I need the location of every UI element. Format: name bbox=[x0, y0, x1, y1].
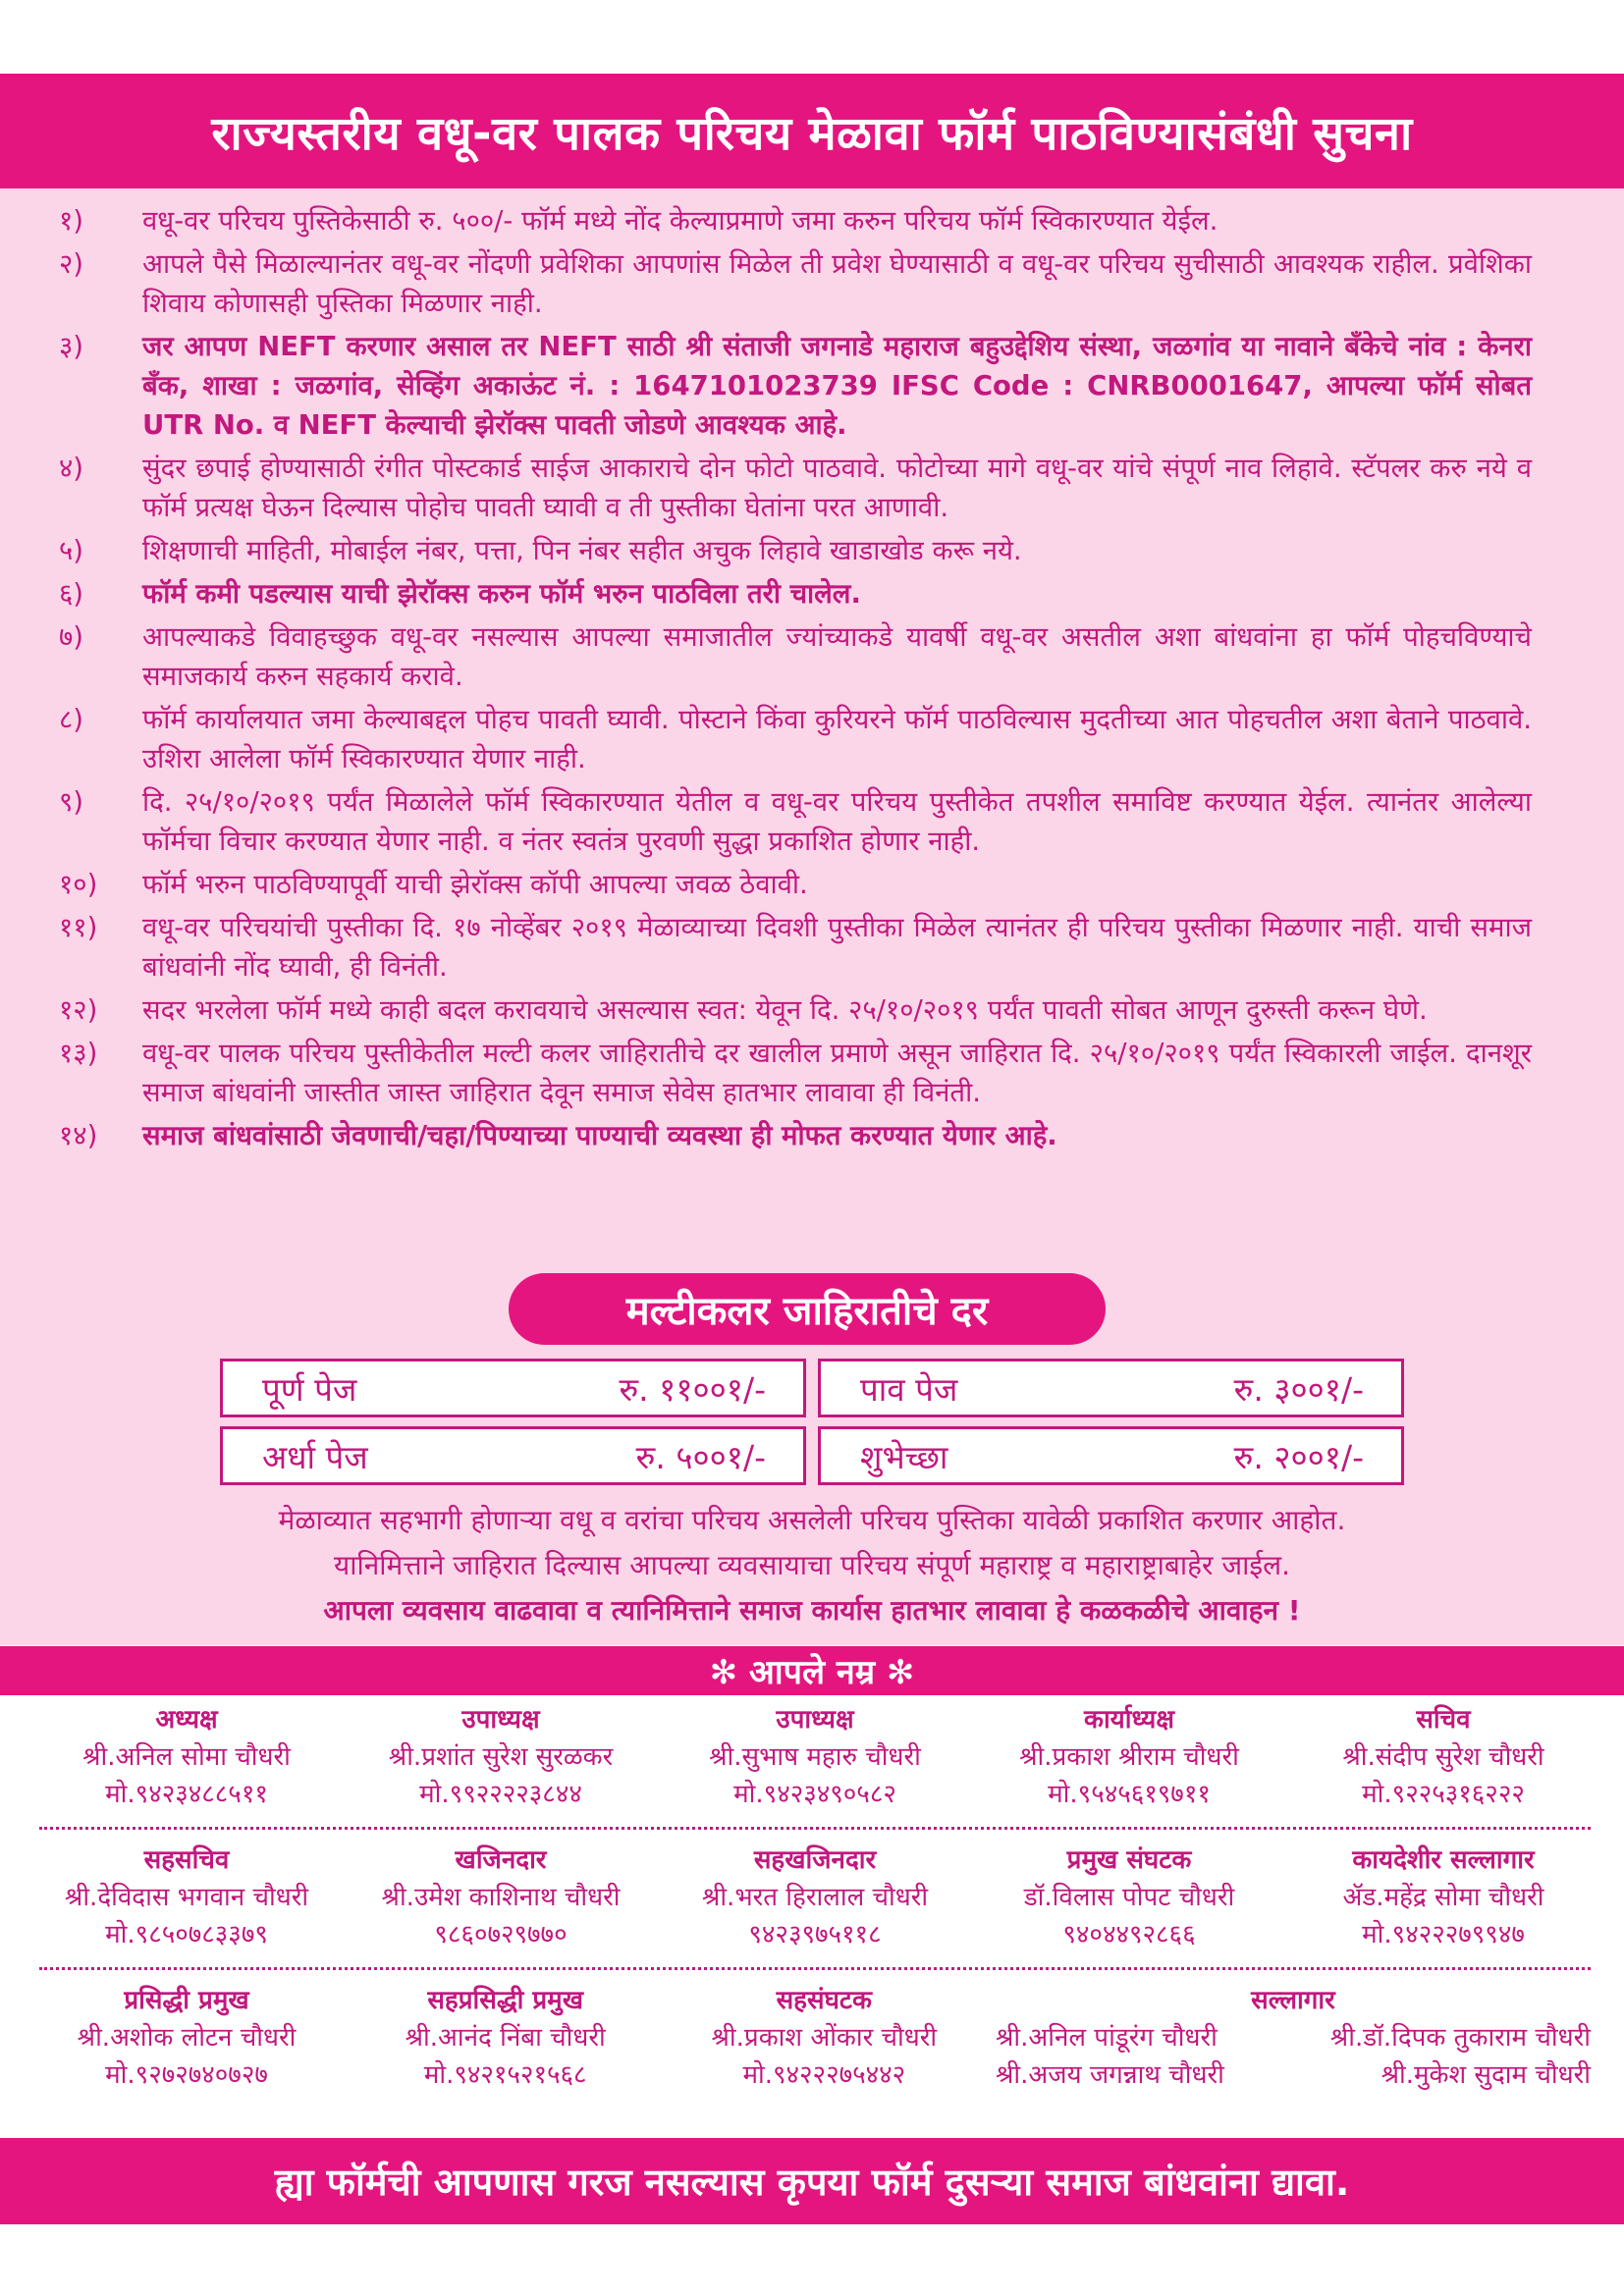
member-phone: मो.९२७२७४०७२७ bbox=[105, 2060, 268, 2090]
member-card bbox=[982, 1701, 1276, 1813]
advisors-role: सल्लागार bbox=[1251, 1986, 1335, 2015]
rule-item-7 bbox=[59, 617, 1532, 696]
member-role: खजिनदार bbox=[455, 1845, 547, 1875]
rule-number: ७) bbox=[59, 621, 84, 653]
member-role: उपाध्यक्ष bbox=[776, 1705, 854, 1735]
advisor-name: श्री.अनिल पांडूरंग चौधरी bbox=[995, 2023, 1218, 2053]
rules-list bbox=[59, 201, 1532, 1159]
member-role: प्रसिद्धी प्रमुख bbox=[124, 1986, 249, 2015]
member-name: श्री.भरत हिरालाल चौधरी bbox=[701, 1883, 929, 1912]
rate-label: अर्धा पेज bbox=[262, 1437, 368, 1476]
member-card bbox=[668, 1701, 962, 1813]
rule-number: ५) bbox=[59, 535, 84, 566]
rule-text: फॉर्म कार्यालयात जमा केल्याबद्दल पोहच पावती घ्यावी. पोस्टाने किंवा कुरियरने फॉर्म पाठविल्यास मुदतीच्या आत पोहचतील अशा बेताने पाठवावे. उशिरा आलेला फॉर्म स्विकारण्यात येणार नाही. bbox=[142, 704, 1532, 774]
member-role: उपाध्यक्ष bbox=[461, 1705, 540, 1735]
member-card bbox=[39, 1701, 334, 1813]
member-phone: ९४२३९७५११८ bbox=[748, 1920, 882, 1949]
dotted-divider bbox=[39, 1967, 1591, 1970]
member-role: प्रमुख संघटक bbox=[1066, 1845, 1192, 1875]
member-phone: मो.९५४५६१९७११ bbox=[1048, 1780, 1211, 1809]
rate-price: रु. २००१/- bbox=[1233, 1437, 1364, 1476]
member-name: श्री.प्रकाश श्रीराम चौधरी bbox=[1019, 1742, 1239, 1772]
member-phone: मो.९२२५३१६२२२ bbox=[1362, 1780, 1525, 1809]
rate-price: रु. ११००१/- bbox=[619, 1369, 766, 1409]
rule-number: ६) bbox=[59, 578, 84, 610]
rule-item-3 bbox=[59, 327, 1532, 445]
member-card bbox=[353, 1842, 648, 1953]
member-phone: मो.९४२३४८८५११ bbox=[105, 1780, 268, 1809]
rule-number: ९) bbox=[59, 786, 84, 818]
rule-number: ८) bbox=[59, 704, 84, 735]
advisors-card bbox=[996, 1982, 1591, 2094]
intro-line-3: आपला व्यवसाय वाढवावा व त्यानिमित्ताने समाज कार्यास हातभार लावावा हे कळकळीचे आवाहन ! bbox=[323, 1594, 1301, 1627]
advisors-pair-2 bbox=[996, 2056, 1591, 2094]
rule-item-14 bbox=[59, 1116, 1532, 1155]
advisor-name: श्री.डॉ.दिपक तुकाराम चौधरी bbox=[1329, 2023, 1591, 2053]
rule-item-4 bbox=[59, 449, 1532, 527]
member-phone: ९४०४४९२८६६ bbox=[1062, 1920, 1196, 1949]
rule-text: आपल्याकडे विवाहच्छुक वधू-वर नसल्यास आपल्या समाजातील ज्यांच्याकडे यावर्षी वधू-वर असतील अशा बांधवांना हा फॉर्म पोहचविण्याचे समाजकार्य करुन सहकार्य करावे. bbox=[142, 621, 1532, 692]
member-role: अध्यक्ष bbox=[155, 1705, 218, 1735]
rate-label: पाव पेज bbox=[860, 1369, 958, 1409]
member-card bbox=[39, 1982, 334, 2094]
advisors-pair-1 bbox=[996, 2019, 1591, 2056]
intro-line-1: मेळाव्यात सहभागी होणाऱ्या वधू व वरांचा परिचय असलेली परिचय पुस्तिका यावेळी प्रकाशित करणार आहोत. bbox=[278, 1504, 1346, 1536]
rule-text: वधू-वर पालक परिचय पुस्तीकेतील मल्टी कलर जाहिरातीचे दर खालील प्रमाणे असून जाहिरात दि. २५/१०/२०१९ पर्यंत स्विकारली जाईल. दानशूर समाज बांधवांनी जास्तीत जास्त जाहिरात देवून समाज सेवेस हातभार लावावा ही विनंती. bbox=[142, 1038, 1532, 1108]
member-role: सहप्रसिद्धी प्रमुख bbox=[427, 1986, 583, 2015]
member-name: श्री.आनंद निंबा चौधरी bbox=[405, 2023, 606, 2053]
member-card bbox=[677, 1982, 971, 2094]
rule-number: ४) bbox=[59, 453, 84, 484]
member-name: श्री.प्रशांत सुरेश सुरळकर bbox=[388, 1742, 614, 1772]
members-row-1 bbox=[39, 1701, 1591, 1813]
member-phone: मो.९९२२२२३८४४ bbox=[419, 1780, 582, 1809]
rule-text: फॉर्म कमी पडल्यास याची झेरॉक्स करुन फॉर्म भरुन पाठविला तरी चालेल. bbox=[142, 578, 861, 610]
rate-label: शुभेच्छा bbox=[860, 1437, 948, 1476]
rule-number: ३) bbox=[59, 331, 84, 362]
rule-number: १) bbox=[59, 205, 84, 237]
rate-quarter-page bbox=[818, 1359, 1404, 1417]
member-role: सहसचिव bbox=[143, 1845, 230, 1875]
member-card bbox=[358, 1982, 653, 2094]
rule-number: १४) bbox=[59, 1120, 98, 1151]
rule-item-12 bbox=[59, 990, 1532, 1030]
rule-number: ११) bbox=[59, 912, 98, 943]
member-role: कायदेशीर सल्लागार bbox=[1352, 1845, 1535, 1875]
dotted-divider bbox=[39, 1827, 1591, 1830]
advisor-name: श्री.मुकेश सुदाम चौधरी bbox=[1380, 2060, 1591, 2090]
rule-item-9 bbox=[59, 782, 1532, 861]
member-card bbox=[668, 1842, 962, 1953]
intro-line-2: यानिमित्ताने जाहिरात दिल्यास आपल्या व्यवसायाचा परिचय संपूर्ण महाराष्ट्र व महाराष्ट्राबाहेर जाईल. bbox=[333, 1549, 1291, 1581]
rule-number: १०) bbox=[59, 869, 98, 900]
member-card bbox=[982, 1842, 1276, 1953]
member-card bbox=[1296, 1701, 1591, 1813]
member-phone: मो.९४२२२७५४४२ bbox=[742, 2060, 906, 2090]
member-role: सहसंघटक bbox=[776, 1986, 873, 2015]
member-phone: मो.९४२१५२१५६८ bbox=[423, 2060, 587, 2090]
members-row-2 bbox=[39, 1842, 1591, 1953]
rate-half-page bbox=[220, 1426, 806, 1485]
rule-item-5 bbox=[59, 531, 1532, 570]
advisor-name: श्री.अजय जगन्नाथ चौधरी bbox=[995, 2060, 1224, 2090]
rule-item-10 bbox=[59, 865, 1532, 904]
rule-number: २) bbox=[59, 248, 84, 280]
member-role: कार्याध्यक्ष bbox=[1083, 1705, 1174, 1735]
rule-item-11 bbox=[59, 908, 1532, 987]
member-name: श्री.संदीप सुरेश चौधरी bbox=[1342, 1742, 1544, 1772]
rule-item-2 bbox=[59, 244, 1532, 323]
rule-text: शिक्षणाची माहिती, मोबाईल नंबर, पत्ता, पिन नंबर सहीत अचुक लिहावे खाडाखोड करू नये. bbox=[142, 535, 1022, 566]
members-row-3 bbox=[39, 1982, 1591, 2094]
rate-label: पूर्ण पेज bbox=[262, 1369, 357, 1409]
rule-text: वधू-वर परिचय पुस्तिकेसाठी रु. ५००/- फॉर्म मध्ये नोंद केल्याप्रमाणे जमा करुन परिचय फॉर्म स्विकारण्यात येईल. bbox=[142, 205, 1218, 237]
rate-full-page bbox=[220, 1359, 806, 1417]
member-name: ॲड.महेंद्र सोमा चौधरी bbox=[1342, 1883, 1544, 1912]
rule-item-13 bbox=[59, 1034, 1532, 1112]
member-card bbox=[353, 1701, 648, 1813]
member-name: श्री.देविदास भगवान चौधरी bbox=[64, 1883, 309, 1912]
member-role: सहखजिनदार bbox=[753, 1845, 877, 1875]
member-phone: मो.९८५०७८३३७९ bbox=[105, 1920, 268, 1949]
signatories-title: ✻ आपले नम्र ✻ bbox=[0, 1646, 1624, 1695]
rule-item-8 bbox=[59, 700, 1532, 778]
members-section bbox=[39, 1701, 1591, 2094]
rates-title: मल्टीकलर जाहिरातीचे दर bbox=[509, 1273, 1106, 1345]
footer-note: ह्या फॉर्मची आपणास गरज नसल्यास कृपया फॉर्म दुसऱ्या समाज बांधवांना द्यावा. bbox=[0, 2138, 1624, 2224]
member-card bbox=[39, 1842, 334, 1953]
rule-text: समाज बांधवांसाठी जेवणाची/चहा/पिण्याच्या पाण्याची व्यवस्था ही मोफत करण्यात येणार आहे. bbox=[142, 1120, 1057, 1151]
rule-text: दि. २५/१०/२०१९ पर्यंत मिळालेले फॉर्म स्विकारण्यात येतील व वधू-वर परिचय पुस्तीकेत तपशील समाविष्ट करण्यात येईल. त्यानंतर आलेल्या फॉर्मचा विचार करण्यात येणार नाही. व नंतर स्वतंत्र पुरवणी सुद्धा प्रकाशित होणार नाही. bbox=[142, 786, 1532, 857]
rate-price: रु. ३००१/- bbox=[1233, 1369, 1364, 1409]
rule-number: १२) bbox=[59, 994, 98, 1026]
rule-item-1 bbox=[59, 201, 1532, 240]
member-name: डॉ.विलास पोपट चौधरी bbox=[1023, 1883, 1235, 1912]
member-phone: मो.९४२२२७९९४७ bbox=[1362, 1920, 1525, 1949]
rule-text: वधू-वर परिचयांची पुस्तीका दि. १७ नोव्हेंबर २०१९ मेळाव्याच्या दिवशी पुस्तीका मिळेल त्यानंतर ही परिचय पुस्तीका मिळणार नाही. याची समाज बांधवांनी नोंद घ्यावी, ही विनंती. bbox=[142, 912, 1532, 983]
rule-text: आपले पैसे मिळाल्यानंतर वधू-वर नोंदणी प्रवेशिका आपणांस मिळेल ती प्रवेश घेण्यासाठी व वधू-वर परिचय सुचीसाठी आवश्यक राहील. प्रवेशिका शिवाय कोणासही पुस्तिका मिळणार नाही. bbox=[142, 248, 1532, 319]
rule-number: १३) bbox=[59, 1038, 98, 1069]
page-title: राज्यस्तरीय वधू-वर पालक परिचय मेळावा फॉर्म पाठविण्यासंबंधी सुचना bbox=[0, 74, 1624, 188]
rate-price: रु. ५००१/- bbox=[635, 1437, 766, 1476]
rate-greetings bbox=[818, 1426, 1404, 1485]
rule-text: जर आपण NEFT करणार असाल तर NEFT साठी श्री संताजी जगनाडे महाराज बहुउद्देशिय संस्था, जळगांव या नावाने बँकेचे नांव : केनरा बँक, शाखा : जळगांव, सेव्हिंग अकाऊंट नं. : 1647101023739 IFSC Code : CNRB0001647, आपल्या फॉर्म सोबत UTR No. व NEFT केल्याची झेरॉक्स पावती जोडणे आवश्यक आहे. bbox=[142, 331, 1532, 441]
rule-item-6 bbox=[59, 574, 1532, 614]
member-name: श्री.अनिल सोमा चौधरी bbox=[82, 1742, 291, 1772]
intro-text bbox=[0, 1498, 1624, 1633]
rule-text: सदर भरलेला फॉर्म मध्ये काही बदल करावयाचे असल्यास स्वत: येवून दि. २५/१०/२०१९ पर्यंत पावती सोबत आणून दुरुस्ती करून घेणे. bbox=[142, 994, 1428, 1026]
member-name: श्री.अशोक लोटन चौधरी bbox=[77, 2023, 297, 2053]
member-phone: ९८६०७२९७७० bbox=[434, 1920, 568, 1949]
member-name: श्री.उमेश काशिनाथ चौधरी bbox=[381, 1883, 621, 1912]
member-card bbox=[1296, 1842, 1591, 1953]
member-name: श्री.प्रकाश ओंकार चौधरी bbox=[711, 2023, 938, 2053]
rule-text: फॉर्म भरुन पाठविण्यापूर्वी याची झेरॉक्स कॉपी आपल्या जवळ ठेवावी. bbox=[142, 869, 808, 900]
rule-text: सुंदर छपाई होण्यासाठी रंगीत पोस्टकार्ड साईज आकाराचे दोन फोटो पाठवावे. फोटोच्या मागे वधू-वर यांचे संपूर्ण नाव लिहावे. स्टॅपलर करु नये व फॉर्म प्रत्यक्ष घेऊन दिल्यास पोहोच पावती घ्यावी व ती पुस्तीका घेतांना परत आणावी. bbox=[142, 453, 1532, 523]
member-role: सचिव bbox=[1416, 1705, 1471, 1735]
member-name: श्री.सुभाष महारु चौधरी bbox=[709, 1742, 921, 1772]
member-phone: मो.९४२३४९०५८२ bbox=[733, 1780, 896, 1809]
